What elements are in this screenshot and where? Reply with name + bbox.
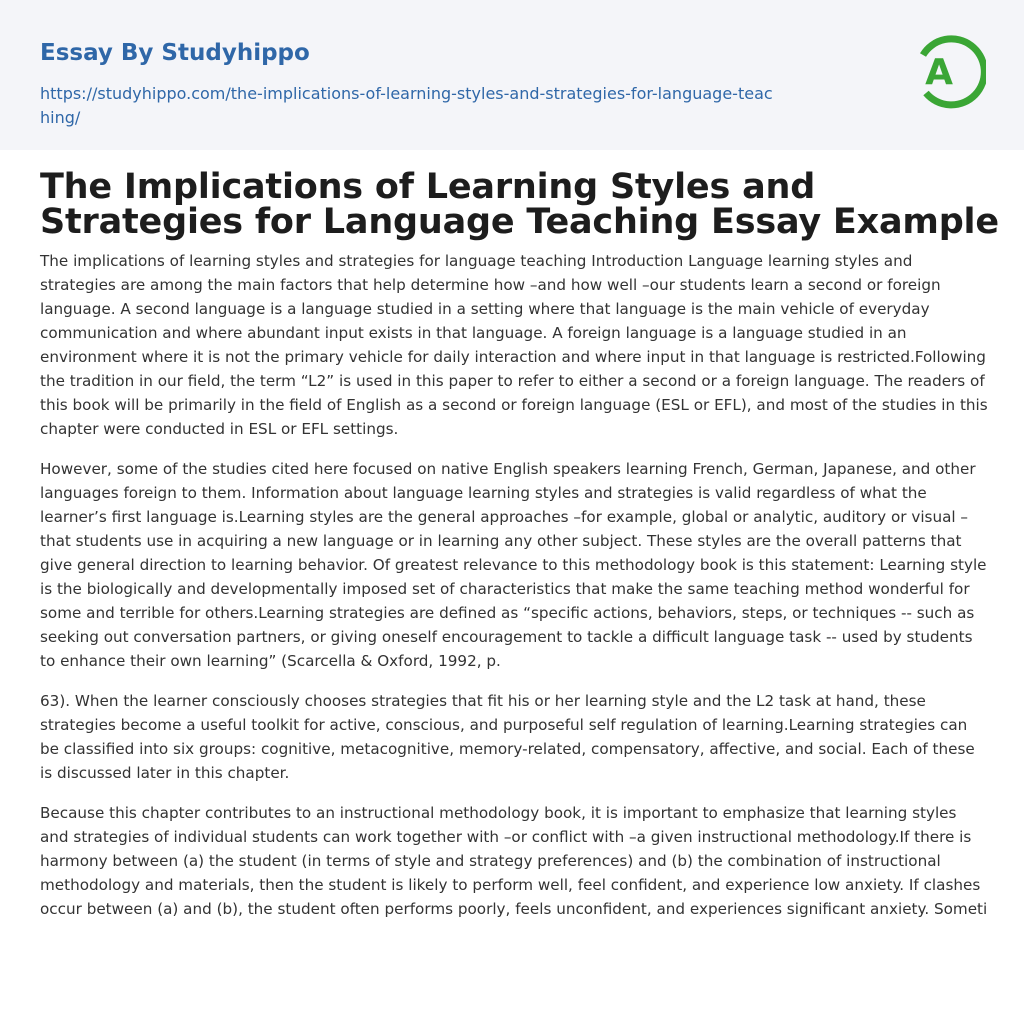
studyhippo-logo-icon[interactable] bbox=[912, 29, 986, 115]
site-name[interactable]: Essay By Studyhippo bbox=[40, 40, 310, 66]
site-header bbox=[0, 0, 1024, 150]
paragraph-1: The implications of learning styles and strategies for language teaching Introduction Language learning styles and strategies are among the main factors that help determine how –and how well –our students learn a second or foreign language. A second language is a language studied in a setting where that language is the main vehicle of everyday communication and where abundant input exists in that language. A foreign language is a language studied in an environment where it is not the primary vehicle for daily interaction and where input in that language is restricted.Following the tradition in our field, the term “L2” is used in this paper to refer to either a second or a foreign language. The readers of this book will be primarily in the field of English as a second or foreign language (ESL or EFL), and most of the studies in this chapter were conducted in ESL or EFL settings. bbox=[40, 252, 988, 438]
paragraph-4: Because this chapter contributes to an instructional methodology book, it is important to emphasize that learning styles and strategies of individual students can work together with –or conflict with –a given instructional methodology.If there is harmony between (a) the student (in terms of style and strategy preferences) and (b) the combination of instructional methodology and materials, then the student is likely to perform well, feel confident, and experience low anxiety. If clashes occur between (a) and (b), the student often performs poorly, feels unconfident, and experiences significant anxiety. Someti bbox=[40, 804, 988, 918]
paragraph-2: However, some of the studies cited here focused on native English speakers learning French, German, Japanese, and other languages foreign to them. Information about language learning styles and strategies is valid regardless of what the learner’s first language is.Learning styles are the general approaches –for example, global or analytic, auditory or visual –that students use in acquiring a new language or in learning any other subject. These styles are the overall patterns that give general direction to learning behavior. Of greatest relevance to this methodology book is this statement: Learning style is the biologically and developmentally imposed set of characteristics that make the same teaching method wonderful for some and terrible for others.Learning strategies are defined as “specific actions, behaviors, steps, or techniques -- such as seeking out conversation partners, or giving oneself encouragement to tackle a difficult language task -- used by students to enhance their own learning” (Scarcella & Oxford, 1992, p. bbox=[40, 460, 987, 670]
source-url-link[interactable]: https://studyhippo.com/the-implications-of-learning-styles-and-strategies-for-language-teaching/ bbox=[40, 84, 773, 127]
article-body bbox=[40, 249, 988, 937]
paragraph-3: 63). When the learner consciously chooses strategies that fit his or her learning style and the L2 task at hand, these strategies become a useful toolkit for active, conscious, and purposeful self regulation of learning.Learning strategies can be classified into six groups: cognitive, metacognitive, memory-related, compensatory, affective, and social. Each of these is discussed later in this chapter. bbox=[40, 692, 975, 782]
logo-letter: A bbox=[925, 52, 953, 93]
page-title: The Implications of Learning Styles and Strategies for Language Teaching Essay Example bbox=[40, 167, 999, 242]
